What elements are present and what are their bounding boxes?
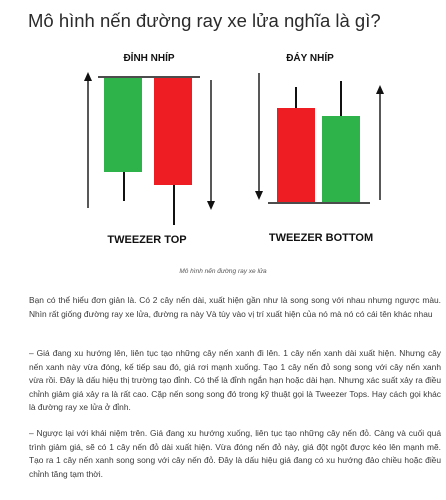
figure-caption: Mô hình nến đường ray xe lửa <box>179 268 267 275</box>
uptrend-arrow-head <box>84 72 92 81</box>
tweezer-top-paragraph: – Giá đang xu hướng lên, liên tục tạo những cây nến xanh đi lên. 1 cây nến xanh dài xuất hiện. Nhưng cây nến xanh này vừa đóng, kế tiếp sau đó, giá rơi mạnh xuống. Tạo 1 cây nến đỏ song song với cây nến xanh vừa rồi. Đây là dấu hiệu thị trường tạo đỉnh. Có thể là đỉnh ngắn hạn hoặc dài hạn. Nhưng xác suất xảy ra điều chỉnh giảm giá xảy ra là rất cao. Cặp nến song song đó trong kỹ thuật gọi là Tweezer Tops. Hay cách gọi khác là đường ray xe lửa ở đỉnh. <box>29 348 441 413</box>
red-candle-body <box>277 108 315 202</box>
green-candle-body <box>104 78 142 172</box>
green-candle-body <box>322 116 360 202</box>
intro-paragraph: Bạn có thể hiểu đơn giản là. Có 2 cây nến dài, xuất hiện gần như là song song với nhau nhưng ngược màu. Nhìn rất giống đường ray xe lửa, đường ra này Và tùy vào vị trí xuất hiện của nó mà nó có cái tên khác nhau <box>29 295 441 319</box>
uptrend-arrow-head <box>376 85 384 94</box>
tweezer-top-diagram <box>84 72 215 225</box>
downtrend-arrow-head <box>255 191 263 200</box>
tweezer-bottom-heading: ĐÁY NHÍP <box>286 53 334 64</box>
article-title: Mô hình nến đường ray xe lửa nghĩa là gì? <box>28 10 381 31</box>
downtrend-arrow-head <box>207 201 215 210</box>
tweezer-bottom-diagram <box>255 73 384 203</box>
red-candle-body <box>154 78 192 185</box>
tweezer-bottom-label: TWEEZER BOTTOM <box>268 232 374 244</box>
tweezer-top-heading: ĐỈNH NHÍP <box>123 53 175 64</box>
tweezer-bottom-paragraph: – Ngược lại với khái niệm trên. Giá đang xu hướng xuống, liên tục tạo những cây nến đỏ. Càng và cuối quá trình giảm giá, sẽ có 1 cây nến đỏ dài xuất hiện. Vừa đóng nến đỏ này, giá đột ngột được kéo lên mạnh mẽ. Tạo ra 1 cây nến xanh song song với cây nến đỏ. Đây là dấu hiệu giá đang có xu hướng đảo chiều hoặc điều chỉnh tăng tạm thời. <box>29 428 441 479</box>
tweezer-top-label: TWEEZER TOP <box>107 234 187 246</box>
